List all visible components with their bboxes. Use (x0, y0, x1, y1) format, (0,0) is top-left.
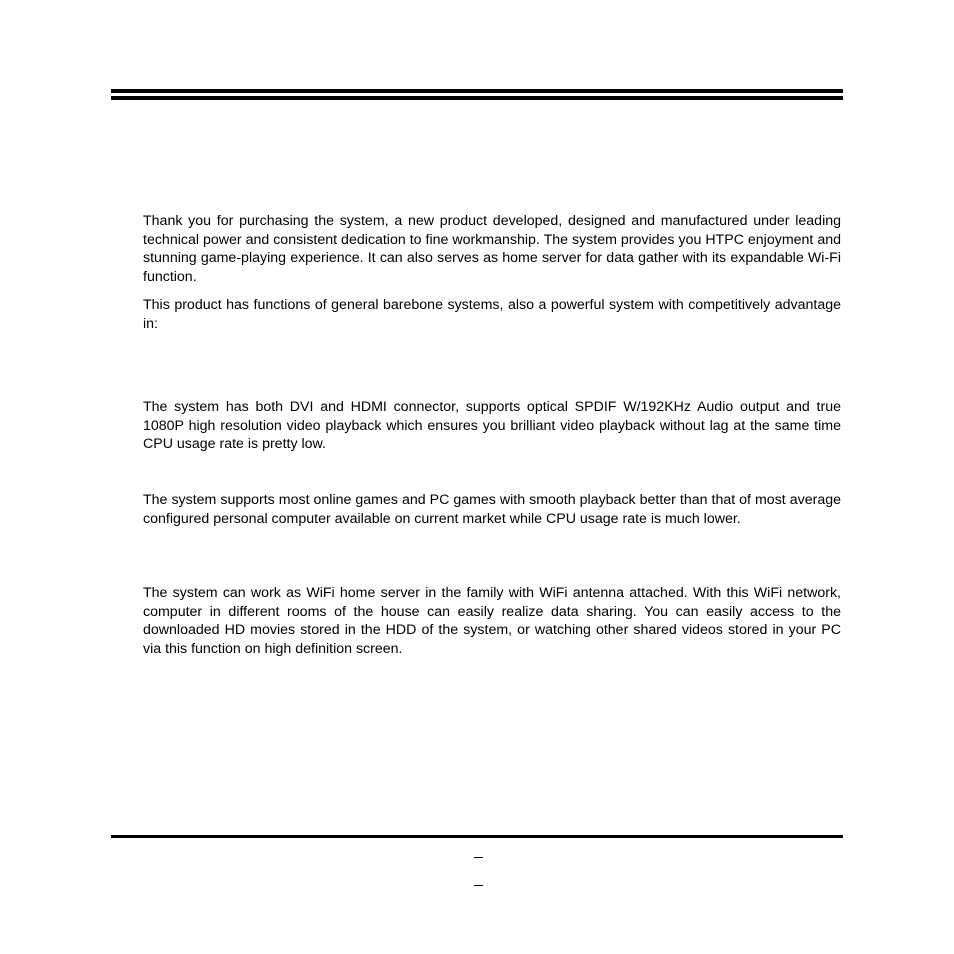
header-rule-top (111, 89, 843, 93)
intro-paragraph: Thank you for purchasing the system, a new product developed, designed and manufactured under leading technical power and consistent dedication to fine workmanship. The system provides you HTPC enjoyment and stunning game-playing experience. It can also serves as home server for data gather with its expandable Wi-Fi function. (143, 213, 841, 285)
video-playback-paragraph: The system has both DVI and HDMI connector, supports optical SPDIF W/192KHz Audio output and true 1080P high resolution video playback which ensures you brilliant video playback without lag at the same time CPU usage rate is pretty low. (143, 399, 841, 453)
advantage-intro-paragraph: This product has functions of general barebone systems, also a powerful system with competitively advantage in: (143, 297, 841, 332)
footer-rule (111, 835, 843, 838)
wifi-server-paragraph: The system can work as WiFi home server in the family with WiFi antenna attached. With this WiFi network, computer in different rooms of the house can easily realize data sharing. You can easily access to the downloaded HD movies stored in the HDD of the system, or watching other shared videos stored in your PC via this function on high definition screen. (143, 585, 841, 657)
footer-dash-lower (474, 885, 483, 886)
footer-dash-upper (474, 857, 483, 858)
header-rule-bottom (111, 96, 843, 100)
gaming-paragraph: The system supports most online games and PC games with smooth playback better than that of most average configured personal computer available on current market while CPU usage rate is much lower. (143, 492, 841, 527)
